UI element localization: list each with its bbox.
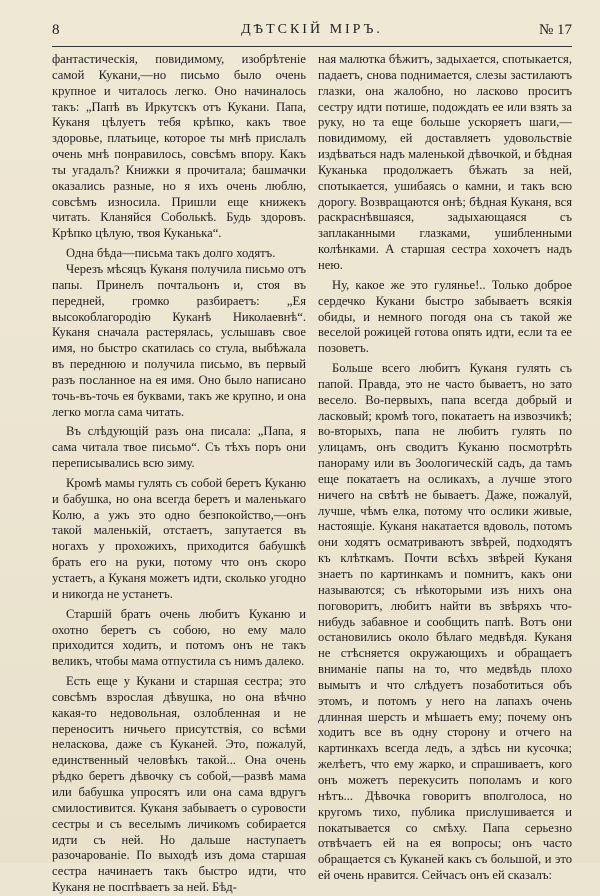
header-rule [52,46,572,47]
paragraph: Черезъ мѣсяцъ Куканя получила письмо отъ папы. Принелъ почтальонъ и, стоя въ передней, громко разбираетъ: „Ея высокоблагородію Куканѣ Николаевнѣ“. Куканя сначала растерялась, услышавъ свое имя, но быстро скатилась со стула, выбѣжала въ переднюю и получила письмо, въ первый разъ посланное на ея имя. Оно было написано точь-въ-точь ея буквами, такъ же крупно, и она легко могла сама читать. [52,261,306,419]
paragraph: Кромѣ мамы гулять съ собой беретъ Куканю и бабушка, но она всегда беретъ и маленькаго Колю, а ужъ это одно безпокойство,—онъ такой маленькій, отстаетъ, запутается въ ногахъ у прохожихъ, приходится бабушкѣ брать его на руки, потому что онъ скоро устаетъ, а Куканя можетъ идти, сколько угодно и никогда не устанетъ. [52,475,306,601]
page-number: 8 [52,22,60,38]
paragraph: Больше всего любитъ Куканя гулять съ папой. Правда, это не часто бываетъ, но зато весело. Во-первыхъ, папа всегда добрый и ласковый; кромѣ того, покатаетъ на извозчикѣ; во-вторыхъ, папа не любитъ гулять по улицамъ, онъ сводитъ Куканю посмотрѣть панораму или въ Зоологическій садъ, да тамъ еще покатаетъ на осликахъ, а лучше этого ничего на свѣтѣ не бываетъ. Даже, пожалуй, лучше, чѣмъ елка, потому что ослики живые, настоящіе. Куканя накатается вдоволь, потомъ они ходятъ осматриваютъ звѣрей, подходятъ къ клѣткамъ. Почти всѣхъ звѣрей Куканя знаетъ по картинкамъ и помнитъ, какъ они называются; съ нѣкоторыми изъ нихъ она поговоритъ, любитъ найти въ звѣряхъ что-нибудь забавное и сообщить папѣ. Вотъ они остановились около бѣлаго медвѣдя. Куканя не стѣсняется окружающихъ и обращаетъ вниманіе папы на то, что медвѣдь плохо вымытъ и что слѣдуетъ позаботиться объ этомъ, и потомъ у него на лапахъ очень длинная шерсть и мѣшаетъ ему; почему онъ ходитъ все въ одну сторону и отчего на картинкахъ всегда ледъ, а здѣсь ни кусочка; желѣетъ, что ему жарко, и спрашиваетъ, кого онъ можетъ перекусить пополамъ и кого нѣтъ... Дѣвочка говоритъ вполголоса, но кругомъ тихо, публика прислушивается и покатывается со смѣху. Папа серьезно отвѣчаетъ ей на ея вопросы; онъ часто обращается съ Куканей какъ съ большой, и это ей очень нравится. Сейчасъ онъ ей сказалъ: [318,361,572,883]
paragraph: ная малютка бѣжитъ, задыхается, спотыкается, падаетъ, снова поднимается, слезы застилаютъ глазки, она жалобно, но ласково проситъ сестру идти потише, подождать ее или взять за руку, но та еще больше ускоряетъ шаги,—повидимому, ей доставляетъ удовольствіе издѣваться надъ маленькой дѣвочкой, и бѣдная Куканька продолжаетъ бѣжать за ней, спотыкается, ушибаясь о камни, и такъ всю дорогу. Возвращаются онѣ; бѣдная Куканя, вся раскраснѣвшаяся, задыхающаяся съ заплаканными глазками, ушибленными колѣнками. А старшая сестра хохочетъ надъ нею. [318,52,572,272]
magazine-title: ДѢТСКІЙ МІРЪ. [241,22,383,37]
paragraph: Одна бѣда—письма такъ долго ходятъ. [66,246,276,261]
page-header [52,22,572,42]
paragraph: Старшій братъ очень любитъ Куканю и охотно беретъ съ собою, но ему мало приходится ходить, и потомъ онъ не такъ великъ, чтобы мама отпустила съ нимъ далеко. [52,606,306,669]
right-column [318,52,572,884]
left-column [52,52,306,896]
paragraph: Ну, какое же это гулянье!.. Только доброе сердечко Кукани быстро забываетъ всякія обиды, и немного погодя она съ такой же веселой рожицей готова опять идти, если та ее позоветъ. [318,277,572,356]
paragraph: Въ слѣдующій разъ она писала: „Папа, я сама читала твое письмо“. Съ тѣхъ поръ они переписывались всю зиму. [52,424,306,471]
paragraph: Есть еще у Кукани и старшая сестра; это совсѣмъ взрослая дѣвушка, но она вѣчно какая-то недовольная, озлобленная и не переноситъ ничьего присутствія, со всѣми неласкова, даже съ Куканей. Это, пожалуй, единственный человѣкъ такой... Она очень рѣдко беретъ дѣвочку съ собой,—развѣ мама или бабушка упросятъ или она сама вдругъ смилостивится. Куканя забываетъ о суровости сестры и съ веселымъ личикомъ собирается идти съ ней. Но дальше наступаетъ разочарованіе. По выходѣ изъ дома старшая сестра начинаетъ такъ быстро идти, что Куканя не поспѣваетъ за ней. Бѣд- [52,674,306,895]
paragraph: фантастическія, повидимому, изобрѣтеніе самой Кукани,—но письмо было очень крупное и читалось легко. Оно начиналось такъ: „Папѣ въ Иркутскъ отъ Кукани. Папа, Куканя цѣлуетъ тебя крѣпко, какъ твое здоровье, платьице, которое ты мнѣ прислалъ очень мнѣ понравилось, совсѣмъ впору. Какъ ты угадалъ? Книжки я прочитала; башмачки оказались разные, но я ихъ очень люблю, совсѣмъ износила. Пришли еще книжекъ читать. Кланяйся Соболькѣ. Будь здоровъ. Крѣпко цѣлую, твоя Куканька“. [52,52,306,241]
issue-number: № 17 [538,22,572,38]
